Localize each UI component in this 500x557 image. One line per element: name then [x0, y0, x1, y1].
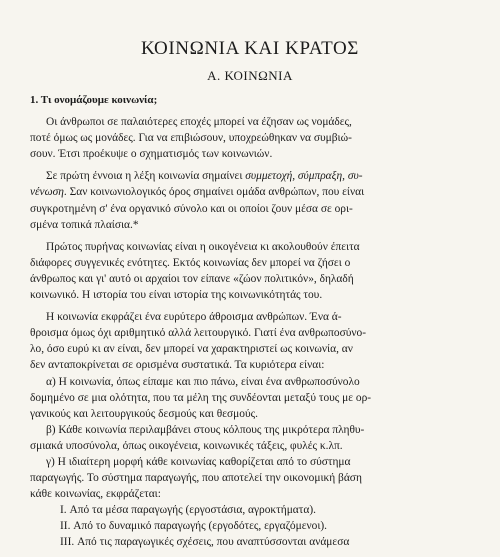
paragraph-1 [30, 114, 472, 162]
text-line: Η κοινωνία εκφράζει ένα ευρύτερο άθροισμα ανθρώπων. Ένα ά- [46, 311, 342, 324]
text-line: διάφορες συγγενικές ενότητες. Εκτός κοινωνίας δεν μπορεί να ζήσει ο [30, 256, 351, 269]
text-line: σμένα τοπικά πλαίσια.* [30, 218, 139, 231]
text-line: κάθε κοινωνίας, εκφράζεται: [30, 488, 161, 501]
chapter-title: ΚΟΙΝΩΝΙΑ ΚΑΙ ΚΡΑΤΟΣ [141, 38, 359, 59]
text-line: άνθρωπος και γι' αυτό οι αρχαίοι τον είπανε «ζώον πολιτικόν», δηλαδή [30, 272, 354, 285]
italic-term: νένωση [30, 186, 64, 199]
italic-term: συμμετοχή, σύμπραξη, συ- [245, 170, 363, 183]
text-line: δεν ανταποκρίνεται σε ορισμένα συστατικά. Τα κυριότερα είναι: [30, 359, 325, 372]
text-line [30, 184, 472, 200]
text-line: σουν. Έτσι προέκυψε ο σχηματισμός των κοινωνιών. [30, 148, 273, 161]
list-item: I. Από τα μέσα παραγωγής (εργοστάσια, αγροκτήματα). [60, 504, 316, 517]
text-line: κοινωνικό. Η ιστορία του είναι ιστορία της κοινωνικότητάς του. [30, 289, 323, 302]
subheading: 1. Τι ονομάζουμε κοινωνία; [30, 94, 158, 106]
text-line: Οι άνθρωποι σε παλαιότερες εποχές μπορεί να έζησαν ως νομάδες, [46, 116, 352, 129]
page-body [30, 92, 472, 557]
paragraph-3 [30, 239, 472, 303]
paragraph-4 [30, 309, 472, 550]
text-run: . Σαν κοινωνιολογικός όρος σημαίνει ομάδα ανθρώπων, που είναι [63, 186, 365, 199]
text-line: Πρώτος πυρήνας κοινωνίας είναι η οικογένεια κι ακολουθούν έπειτα [46, 240, 360, 253]
text-line: γανικούς και λειτουργικούς δεσμούς και θεσμούς. [30, 407, 258, 420]
text-line: παραγωγής. Το σύστημα παραγωγής, που αποτελεί την οικονομική βάση [30, 472, 362, 485]
list-item: II. Από το δυναμικό παραγωγής (εργοδότες, εργαζόμενοι). [60, 520, 328, 533]
text-line: σμιακά υποσύνολα, όπως οικογένεια, κοινωνικές τάξεις, φυλές κ.λπ. [30, 439, 343, 452]
text-line: θροισμα όμως όχι αριθμητικό αλλά λειτουργικό. Γιατί ένα ανθρωποσύνο- [30, 327, 367, 340]
text-line: α) Η κοινωνία, όπως είπαμε και πιο πάνω, είναι ένα ανθρωποσύνολο [46, 375, 360, 388]
text-line: β) Κάθε κοινωνία περιλαμβάνει στους κόλπους της μικρότερα πληθυ- [46, 423, 365, 436]
text-line: ποτέ όμως ως μονάδες. Για να επιβιώσουν, υποχρεώθηκαν να συμβιώ- [30, 132, 352, 145]
paragraph-2 [30, 168, 472, 232]
list-item: III. Από τις παραγωγικές σχέσεις, που αναπτύσσονται ανάμεσα [60, 536, 350, 549]
text-line: δομημένο σε μια ολότητα, που τα μέλη της συνδέονται μεταξύ τους με ορ- [30, 391, 372, 404]
text-line [30, 168, 472, 184]
text-line: λο, όσο ευρύ κι αν είναι, δεν μπορεί να χαρακτηριστεί ως κοινωνία, αν [30, 343, 353, 356]
text-line: γ) Η ιδιαίτερη μορφή κάθε κοινωνίας καθορίζεται από το σύστημα [46, 455, 351, 468]
text-run: Σε πρώτη έννοια η λέξη κοινωνία σημαίνει [46, 170, 246, 183]
section-title: Α. ΚΟΙΝΩΝΙΑ [207, 68, 293, 83]
text-line: συγκροτημένη σ' ένα οργανικό σύνολο και οι οποίοι ζουν μέσα σε ορι- [30, 202, 353, 215]
